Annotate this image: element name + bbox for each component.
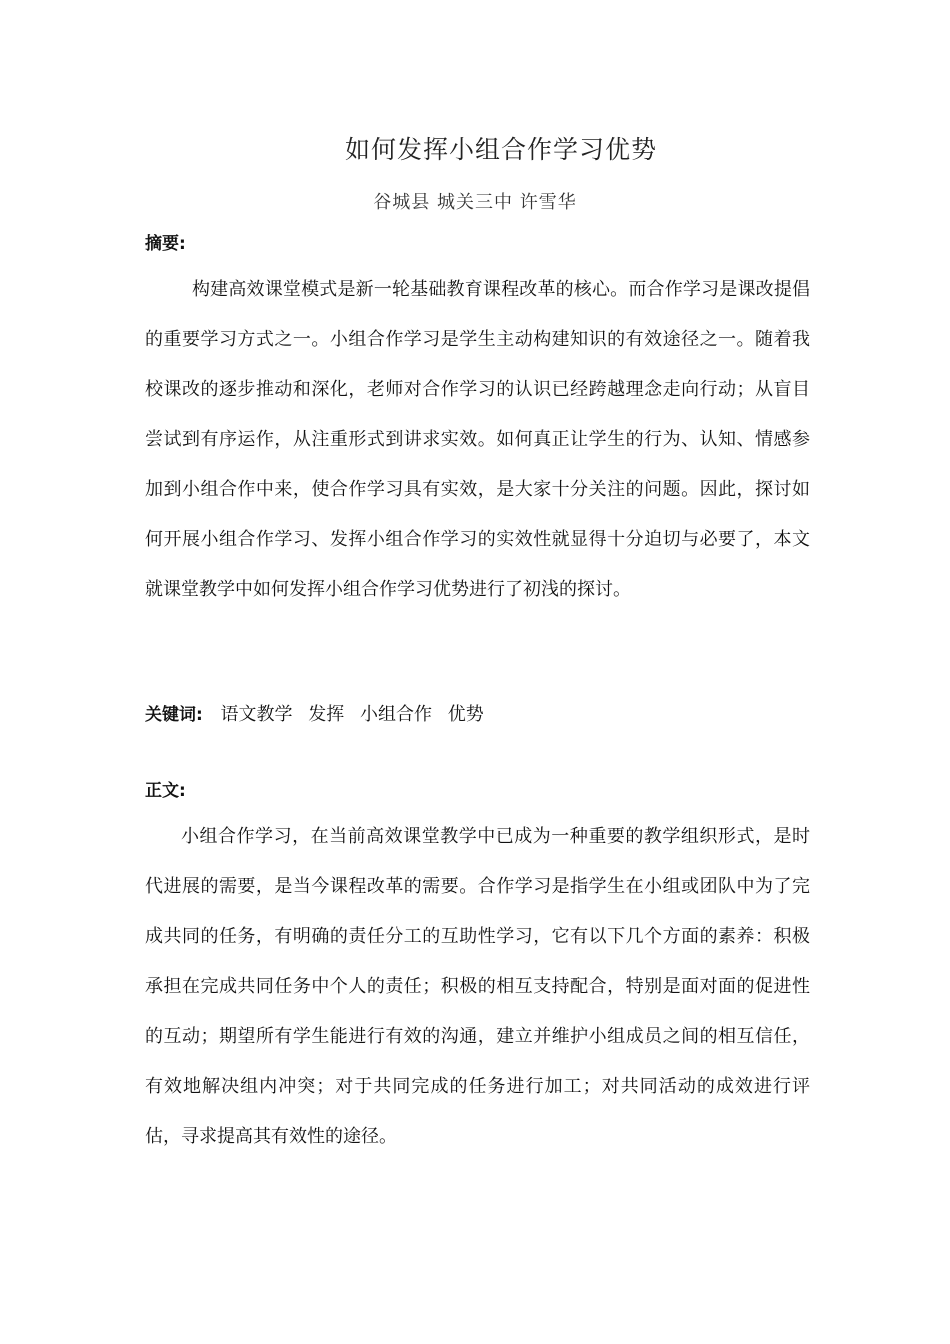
body-paragraph: 小组合作学习，在当前高效课堂教学中已成为一种重要的教学组织形式，是时代进展的需要，是当今课程改革的需要。合作学习是指学生在小组或团队中为了完成共同的任务，有明确的责任分工的互助性学习，它有以下几个方面的素养：积极承担在完成共同任务中个人的责任；积极的相互支持配合，特别是面对面的促进性的互动；期望所有学生能进行有效的沟通，建立并维护小组成员之间的相互信任，有效地解决组内冲突；对于共同完成的任务进行加工；对共同活动的成效进行评估，寻求提高其有效性的途径。 <box>145 826 810 1147</box>
keywords-label: 关键词: <box>145 705 203 725</box>
keywords-line <box>145 700 494 726</box>
abstract-heading: 摘要: <box>145 234 186 254</box>
keyword: 发挥 <box>308 704 345 725</box>
author-line: 谷城县 城关三中 许雪华 <box>373 192 577 213</box>
keyword: 语文教学 <box>220 704 293 725</box>
document-title: 如何发挥小组合作学习优势 <box>344 135 657 164</box>
keyword: 优势 <box>447 704 484 725</box>
keyword: 小组合作 <box>360 704 433 725</box>
abstract-paragraph: 构建高效课堂模式是新一轮基础教育课程改革的核心。而合作学习是课改提倡的重要学习方式之一。小组合作学习是学生主动构建知识的有效途径之一。随着我校课改的逐步推动和深化，老师对合作学习的认识已经跨越理念走向行动；从盲目尝试到有序运作，从注重形式到讲求实效。如何真正让学生的行为、认知、情感参加到小组合作中来，使合作学习具有实效，是大家十分关注的问题。因此，探讨如何开展小组合作学习、发挥小组合作学习的实效性就显得十分迫切与必要了，本文就课堂教学中如何发挥小组合作学习优势进行了初浅的探讨。 <box>145 279 810 600</box>
body-heading: 正文: <box>145 781 186 801</box>
